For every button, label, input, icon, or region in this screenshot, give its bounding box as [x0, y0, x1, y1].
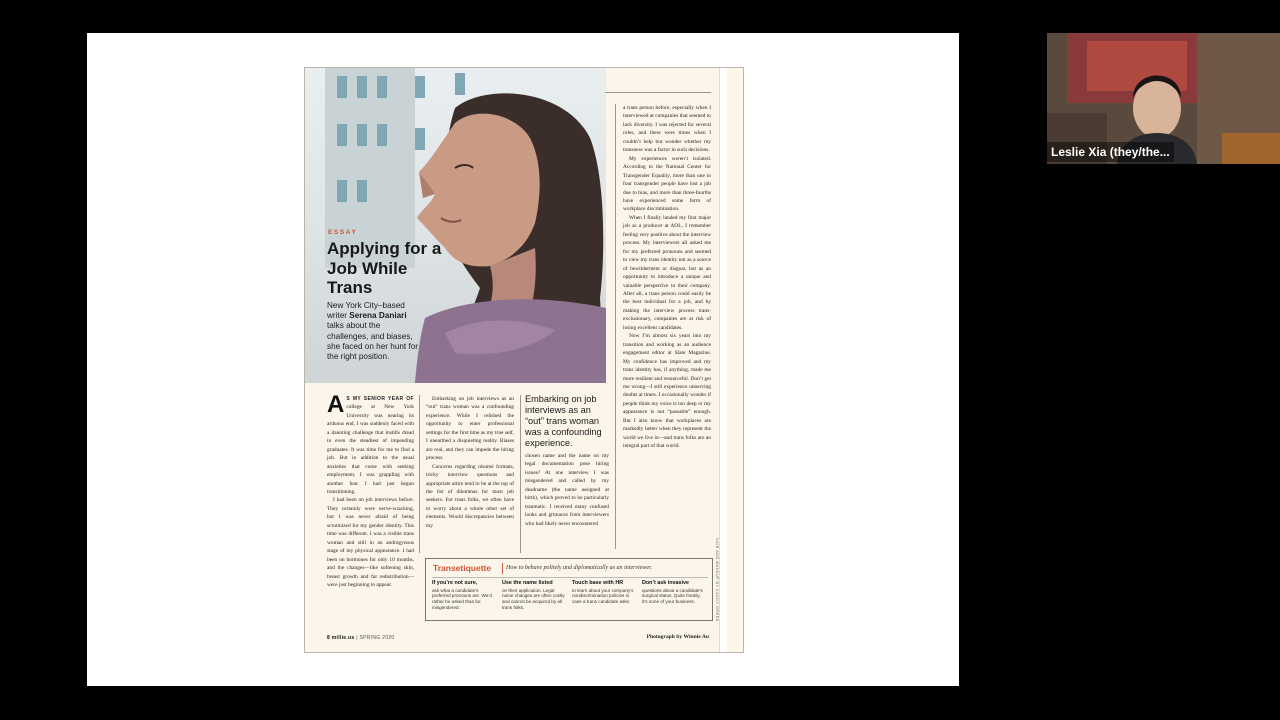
column-rule	[419, 395, 420, 553]
sidebar-subtitle: How to behave politely and diplomatically as an interviewer.	[506, 565, 653, 571]
tip-heading: Don’t ask invasive	[642, 580, 690, 586]
column-2	[426, 395, 514, 530]
page-number: 8	[327, 635, 331, 641]
tip-heading: Use the name listed	[502, 580, 553, 586]
side-credit: HAIR AND MAKEUP BY KADDY GREEN	[715, 538, 719, 622]
col4-p3: When I finally landed my first major job as a producer at AOL, I remember feeling very positive about the interview process. My interviewers all asked me for my preferred pronouns and seemed to view my trans identity not as a source of bewilderment or disgust, but as an opportunity to introduce a unique and valuable perspective to their company. After all, a trans person could easily be the best individual for a job, and by making the interview process trans-exclusionary, companies are at risk of losing excellent candidates.	[623, 214, 711, 331]
folio: 8 millie.us | SPRING 2020	[327, 635, 395, 641]
tip-body: questions about a candidate’s surgical status. Quite frankly, it’s none of your business.	[642, 587, 703, 605]
tip-item	[642, 581, 706, 605]
col2-p2: Concerns regarding résumé formats, tricky interview questions and appropriate attire tend to be at the top of the list of dilemmas for most job seekers. For trans folks, we often have to worry about a whole other set of elements. Would discrepancies between my	[426, 463, 514, 529]
tip-item	[502, 581, 566, 611]
folio-site: millie.us	[331, 635, 355, 641]
lead-in: S MY SENIOR YEAR OF	[346, 396, 414, 402]
dropcap: A	[327, 391, 345, 418]
column-1	[327, 391, 414, 589]
tip-item	[432, 581, 496, 611]
deck-intro: New York City–based writer	[327, 301, 405, 321]
col2-p1: Embarking on job interviews as an “out” trans woman was a confounding experience. While I relished the opportunity to enter professional settings for the first time as my true self, I unearthed a disquieting reality. Biases are real, and they can impede the hiring process.	[426, 396, 514, 462]
column-rule	[520, 395, 521, 553]
column-3	[525, 452, 609, 528]
transetiquette-box	[425, 558, 713, 621]
column-4	[623, 104, 711, 451]
author-name: Serena Daniari	[349, 311, 407, 321]
col4-p2: My experiences weren’t isolated. According to the National Center for Transgender Equality, more than one in four transgender people have lost a job due to bias, and more than three-fourths have experienced some form of workplace discrimination.	[623, 155, 711, 213]
photo-credit: Photograph by Winnie Au	[646, 634, 709, 640]
sidebar-divider	[502, 563, 503, 574]
participant-name-tag: Leslie Xia (they/the...	[1047, 142, 1174, 162]
column-rule	[615, 104, 616, 549]
tip-body: on their application. Legal name changes are often costly and cannot be acquired by all trans folks.	[502, 587, 565, 610]
tip-body: to learn about your company’s nondiscrimination policies in case a trans candidate asks.	[572, 587, 634, 605]
top-rule	[605, 92, 711, 93]
folio-issue: SPRING 2020	[359, 635, 395, 641]
col3-p1: chosen name and the name on my legal documentation pose hiring issues? At one interview I was misgendered and called by my deadname (the name assigned at birth), which proved to be particularly traumatic. I received many confused looks and grimaces from interviewers who had likely never encountered	[525, 453, 609, 527]
tip-item	[572, 581, 636, 605]
page-edge	[719, 68, 727, 653]
tip-heading: If you’re not sure,	[432, 580, 478, 586]
col4-p1: a trans person before, especially when I interviewed at companies that seemed to lack diversity. I was rejected for several roles, and there were times when I couldn’t help but wonder whether my transness was a factor in such decisions.	[623, 105, 711, 154]
col4-p4: Now I’m almost six years into my transition and working as an audience engagement editor at Slate Magazine. My confidence has improved and my trans identity has, if anything, made me more resilient and resourceful. Don’t get me wrong—I still experience unnerving doubts at times. I occasionally wonder if people think my voice is too deep or my appearance is not “passable” enough. But I also know that workplaces are markedly better when they represent the world we live in—and trans folks are an integral part of that world.	[623, 333, 711, 450]
sidebar-title: Transetiquette	[433, 563, 492, 573]
tip-heading: Touch base with HR	[572, 580, 624, 586]
tip-body: ask what a candidate’s preferred pronouns are. We’d rather be asked than be misgendered.	[432, 587, 492, 610]
sidebar-rule	[432, 577, 708, 578]
article-deck	[327, 301, 422, 362]
col1-p1: college at New York University was nearing its arduous end, I was suddenly faced with a daunting challenge that instills dread in even the steadiest of impending graduates. It was time for me to find a job. But in addition to the usual anxieties that come with seeking employment, I was grappling with another fear. I had just begun transitioning.	[327, 404, 414, 495]
article-kicker: ESSAY	[328, 229, 358, 236]
article-headline: Applying for a Job While Trans	[327, 239, 442, 297]
pull-quote: Embarking on job interviews as an “out” trans woman was a confounding experience.	[525, 394, 602, 448]
col1-p2: I had been on job interviews before. They certainly were nerve-wracking, but I was never afraid of being scrutinized for my gender identity. This time was different. I was a visible trans woman and still in an androgynous stage of my physical appearance. I had been on hormones for only 10 months, and the changes—like softening skin, breast growth and fat redistribution—were just beginning to appear.	[327, 497, 414, 588]
deck-rest: talks about the challenges, and biases, she faced on her hunt for the right position.	[327, 321, 419, 362]
magazine-page	[304, 67, 744, 653]
